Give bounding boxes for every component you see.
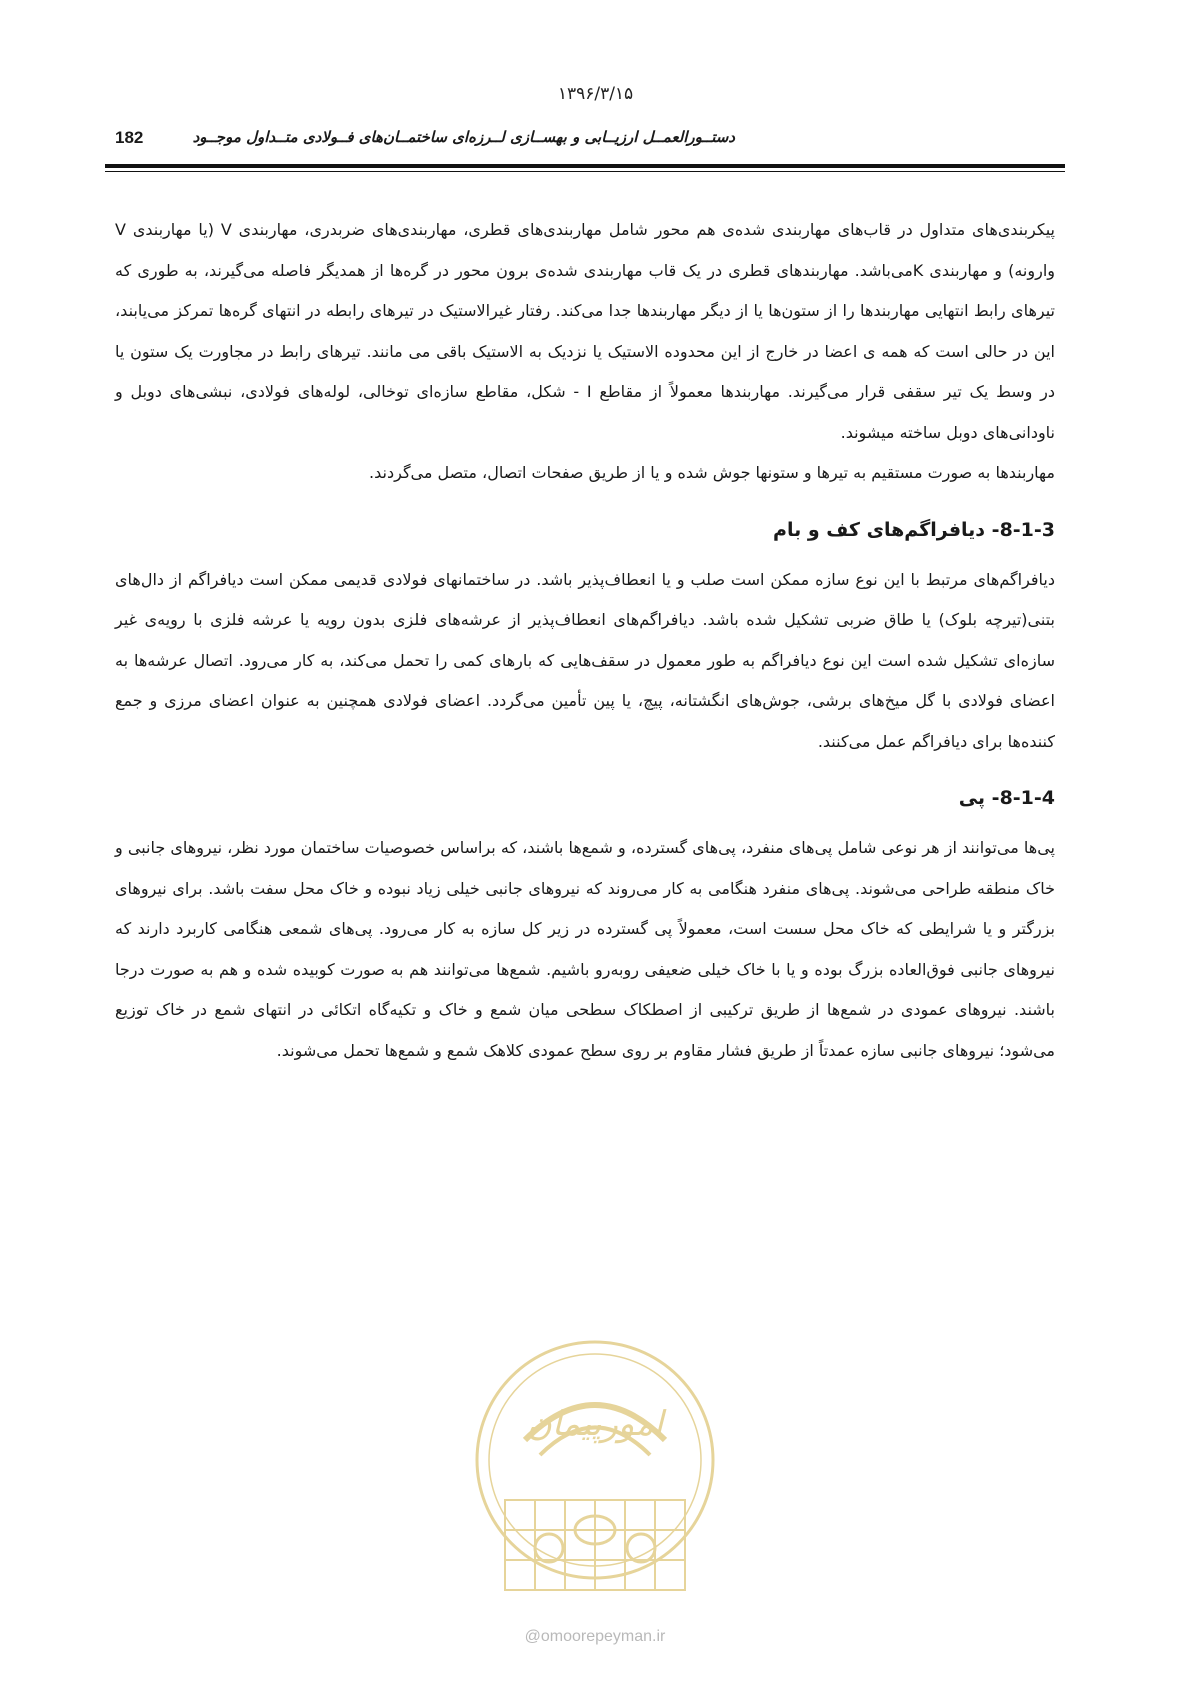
header-rule-thin bbox=[105, 171, 1065, 172]
section-number: 8-1-4- bbox=[991, 787, 1055, 809]
section-title: پی bbox=[958, 787, 986, 809]
intro-last-line: مهاربندها به صورت مستقیم به تیرها و ستونها جوش شده و یا از طریق صفحات اتصال، متصل می‌گردند. bbox=[369, 463, 1055, 482]
seal-icon bbox=[465, 1330, 725, 1630]
diaphragms-paragraph: دیافراگم‌های مرتبط با این نوع سازه ممکن است صلب و یا انعطاف‌پذیر باشد. در ساختمانهای فولادی قدیمی ممکن است دیافراگم از دال‌های بتنی(تیرچه بلوک) یا طاق ضربی تشکیل شده باشد. دیافراگم‌های انعطاف‌پذیر از عرشه‌های فلزی بدون رویه یا عرشه فلزی با رویه‌ی غیر سازه‌ای تشکیل شده است این نوع دیافراگم به طور معمول در سقف‌هایی که بارهای کمی را تحمل می‌کند، به کار می‌رود. اتصال عرشه‌ها به اعضای فولادی با گل میخ‌های برشی، جوش‌های انگشتانه، پیچ، یا پین تأمین می‌گردد. اعضای فولادی همچنین به عنوان اعضای مرزی و جمع کننده‌ها برای دیافراگم عمل می‌کنند. bbox=[115, 569, 1055, 751]
header-rule-thick bbox=[105, 164, 1065, 168]
section-heading-diaphragms bbox=[115, 510, 1055, 550]
watermark-url-text: omoorepeyman.ir bbox=[540, 1628, 666, 1645]
foundation-paragraph: پی‌ها می‌توانند از هر نوعی شامل پی‌های منفرد، پی‌های گسترده، و شمع‌ها باشند، که براساس خصوصیات ساختمان مورد نظر، نیروهای جانبی و خاک منطقه طراحی می‌شوند. پی‌های منفرد هنگامی به کار می‌روند که نیروهای جانبی خیلی زیاد نبوده و خاک محل سفت باشد. برای نیروهای بزرگتر و یا شرایطی که خاک محل سست است، معمولاً پی گسترده در زیر کل سازه به کار می‌رود. پی‌های شمعی هنگامی کاربرد دارند که نیروهای جانبی فوق‌العاده بزرگ بوده و یا با خاک خیلی ضعیفی روبه‌رو باشیم. شمع‌ها می‌توانند هم به صورت کوبیده شده و هم به صورت درجا باشند. نیروهای عمودی در شمع‌ها از طریق ترکیبی از اصطکاک سطحی میان شمع و خاک و تکیه‌گاه اتکائی در انتهای شمع در خاک توزیع می‌شود؛ نیروهای جانبی سازه عمدتاً از طریق فشار مقاوم بر روی سطح عمودی کلاهک شمع و شمع‌ها تحمل می‌شوند. bbox=[115, 838, 1055, 1060]
page-date: ۱۳۹۶/۳/۱۵ bbox=[557, 84, 634, 104]
running-header bbox=[105, 128, 1065, 158]
page-content bbox=[115, 210, 1055, 1071]
page-number: 182 bbox=[115, 128, 144, 147]
watermark-url bbox=[465, 1628, 725, 1646]
section-number: 8-1-3- bbox=[991, 518, 1055, 541]
watermark-logo-text: امورپیمان bbox=[526, 1404, 664, 1444]
section-title: دیافراگم‌های کف و بام bbox=[773, 518, 986, 541]
intro-paragraph: پیکربندی‌های متداول در قاب‌های مهاربندی شده‌ی هم محور شامل مهاربندی‌های قطری، مهاربندی‌های ضربدری، مهاربندی V (یا مهاربندی V وارونه) و مهاربندی Kمی‌باشد. مهاربندهای قطری در یک قاب مهاربندی شده‌ی برون محور در گره‌ها از همدیگر فاصله می‌گیرند، به طوری که تیرهای رابط انتهایی مهاربندها را از ستون‌ها یا از دیگر مهاربندها جدا می‌کند. رفتار غیرالاستیک در تیرهای رابطه در انتهای گره‌ها تمرکز می‌یابند، این در حالی است که همه ی اعضا در خارج از این محدوده الاستیک یا نزدیک به الاستیک باقی می مانند. تیرهای رابط در مجاورت یک ستون یا در وسط یک تیر سقفی قرار می‌گیرند. مهاربندها معمولاً از مقاطع I - شکل، مقاطع سازه‌ای توخالی، لوله‌های فولادی، نبشی‌های دوبل و ناودانی‌های دوبل ساخته میشوند. bbox=[115, 220, 1055, 442]
section-heading-foundation bbox=[115, 778, 1055, 818]
running-title: دستــورالعمــل ارزیــابی و بهســازی لــرزه‌ای ساختمــان‌های فــولادی متــداول موجــود bbox=[192, 128, 735, 146]
watermark-logo bbox=[465, 1330, 725, 1660]
at-icon: @ bbox=[524, 1628, 541, 1645]
